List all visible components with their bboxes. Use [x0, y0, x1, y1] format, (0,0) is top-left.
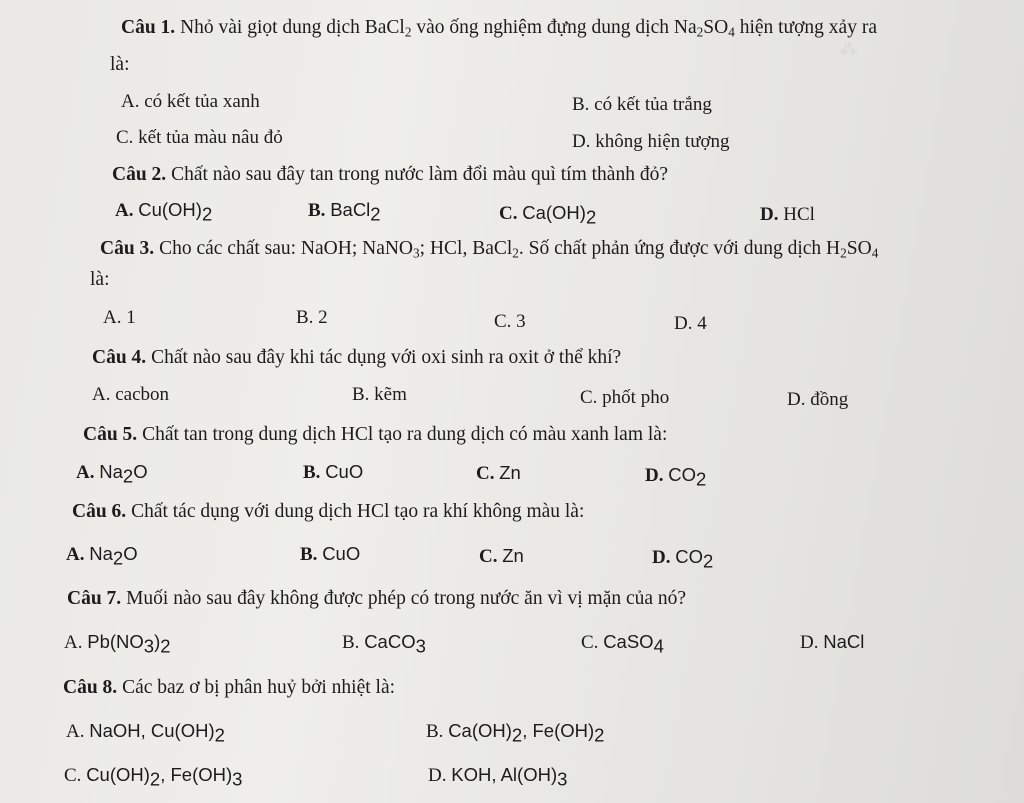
- question-8-option-a: A. NaOH, $Cu(OH)_2$: [66, 720, 225, 746]
- question-5-option-a: A. $Na_2O$: [76, 461, 148, 487]
- question-7-option-a: A. $Pb(NO_3)_2$: [64, 631, 171, 657]
- question-1-option-c: C. kết tủa màu nâu đỏ: [116, 127, 283, 148]
- question-1-option-a: A. có kết tủa xanh: [121, 91, 260, 112]
- question-5-option-d: D. $CO_2$: [645, 464, 707, 490]
- question-3-stem: Câu 3. Cho các chất sau: NaOH; NaNO$_3$; HCl, BaCl$_2$. Số chất phản ứng được với dung dịch $H_2SO_4$: [100, 238, 879, 261]
- question-8-option-d: D. KOH, $Al(OH)_3$: [428, 764, 568, 790]
- question-5-stem: Câu 5. Chất tan trong dung dịch HCl tạo ra dung dịch có màu xanh lam là:: [83, 424, 668, 445]
- question-3-option-a: A. 1: [103, 307, 136, 328]
- question-2-stem: Câu 2. Chất nào sau đây tan trong nước làm đổi màu quì tím thành đỏ?: [112, 164, 668, 185]
- question-8-option-b: B. $Ca(OH)_2$, $Fe(OH)_2$: [426, 720, 605, 746]
- question-5-option-b: B. CuO: [303, 461, 364, 483]
- question-7-option-d: D. NaCl: [800, 631, 865, 653]
- question-5-option-c: C. Zn: [476, 462, 521, 484]
- question-4-option-c: C. phốt pho: [580, 387, 670, 408]
- question-7-option-c: C. CaSO$_4$: [581, 631, 664, 657]
- question-6-option-d: D. $CO_2$: [652, 546, 714, 572]
- question-6-option-c: C. Zn: [479, 545, 524, 567]
- question-1-stem: Câu 1. Nhỏ vài giọt dung dịch BaCl$_2$ vào ống nghiệm đựng dung dịch $Na_2SO_4$ hiện tượng xảy ra: [121, 17, 877, 40]
- question-2-option-c: C. $Ca(OH)_2$: [499, 202, 597, 228]
- question-7-stem: Câu 7. Muối nào sau đây không được phép có trong nước ăn vì vị mặn của nó?: [67, 588, 687, 609]
- question-7-option-b: B. CaCO$_3$: [342, 631, 426, 657]
- question-2-option-b: B. BaCl$_2$: [308, 199, 381, 225]
- question-3-option-b: B. 2: [296, 307, 328, 328]
- question-6-option-a: A. $Na_2O$: [66, 543, 138, 569]
- question-3-option-c: C. 3: [494, 311, 526, 332]
- question-8-stem: Câu 8. Các baz ơ bị phân huỷ bởi nhiệt là:: [63, 677, 396, 698]
- question-3-stem-line2: là:: [90, 269, 110, 290]
- question-1-option-b: B. có kết tủa trắng: [572, 94, 712, 115]
- question-6-stem: Câu 6. Chất tác dụng với dung dịch HCl tạo ra khí không màu là:: [72, 501, 585, 522]
- question-1-stem-line2: là:: [110, 54, 130, 75]
- question-3-option-d: D. 4: [674, 313, 707, 334]
- question-2-option-a: A. $Cu(OH)_2$: [115, 199, 213, 225]
- question-6-option-b: B. CuO: [300, 543, 361, 565]
- question-2-option-d: D. HCl: [760, 204, 815, 225]
- question-8-option-c: C. $Cu(OH)_2$, $Fe(OH)_3$: [64, 764, 243, 790]
- question-1-option-d: D. không hiện tượng: [572, 131, 730, 152]
- question-4-option-b: B. kẽm: [352, 384, 407, 405]
- question-4-option-d: D. đồng: [787, 389, 849, 410]
- bleed-through-mark: ⁂: [840, 40, 857, 59]
- question-4-stem: Câu 4. Chất nào sau đây khi tác dụng với oxi sinh ra oxit ở thể khí?: [92, 347, 622, 368]
- question-4-option-a: A. cacbon: [92, 384, 170, 405]
